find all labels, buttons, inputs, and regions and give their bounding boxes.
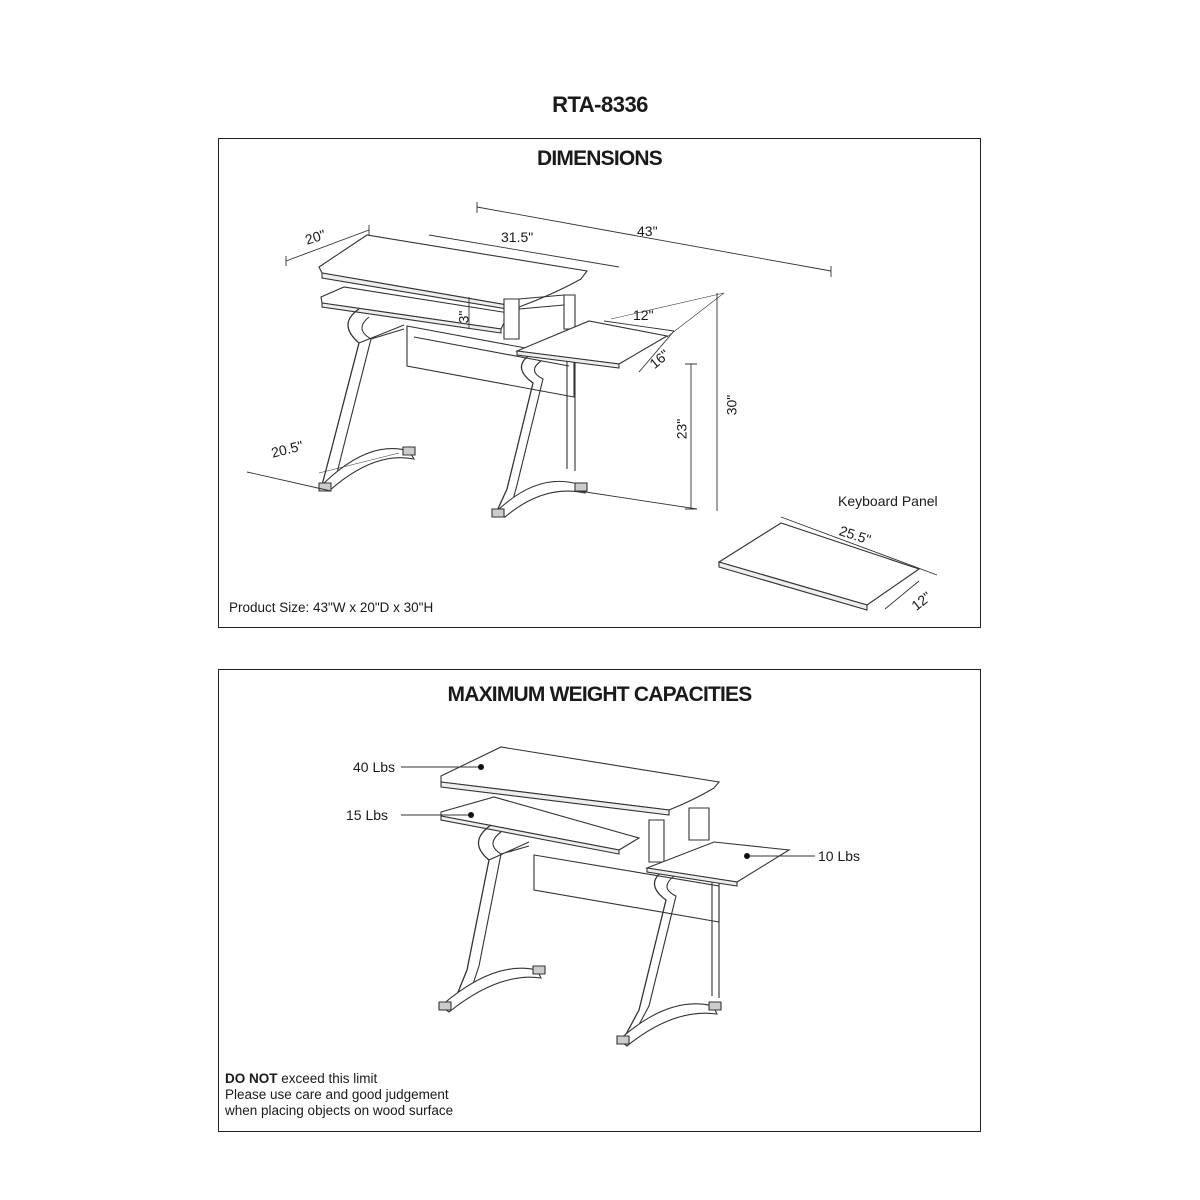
- model-number: RTA-8336: [552, 92, 648, 117]
- warning-line-2: Please use care and good judgement: [225, 1087, 449, 1102]
- dim-depth-top: 20": [303, 226, 328, 248]
- weight-desk-top: 40 Lbs: [353, 759, 396, 775]
- dimensions-title: DIMENSIONS: [536, 147, 662, 170]
- dim-panel-width: 12": [908, 588, 935, 614]
- weight-panel: [218, 669, 981, 1132]
- dimensions-panel: [218, 138, 981, 628]
- dim-total-height: 30": [723, 394, 740, 416]
- dim-base-depth: 20.5": [269, 437, 305, 461]
- warning-rest: exceed this limit: [277, 1071, 378, 1086]
- dim-width-total: 43": [637, 223, 658, 239]
- warning-line-3: when placing objects on wood surface: [225, 1103, 454, 1118]
- keyboard-panel-label: Keyboard Panel: [838, 493, 938, 509]
- dim-shelf-depth: 16": [646, 346, 673, 372]
- weight-title: MAXIMUM WEIGHT CAPACITIES: [447, 683, 752, 706]
- dim-panel-length: 25.5": [837, 522, 873, 548]
- desk-dimension-drawing: [219, 139, 982, 629]
- dim-shelf-width: 12": [633, 307, 654, 323]
- dim-width-top: 31.5": [501, 229, 534, 245]
- dim-shelf-height: 23": [673, 418, 690, 440]
- weight-warning: [225, 1071, 453, 1119]
- product-size: Product Size: 43"W x 20"D x 30"H: [229, 600, 434, 615]
- warning-bold: DO NOT: [225, 1071, 278, 1086]
- weight-keyboard-tray: 15 Lbs: [346, 807, 389, 823]
- desk-weight-drawing: [219, 670, 982, 1133]
- dim-keyboard-gap: 3": [455, 310, 472, 324]
- weight-side-shelf: 10 Lbs: [818, 848, 861, 864]
